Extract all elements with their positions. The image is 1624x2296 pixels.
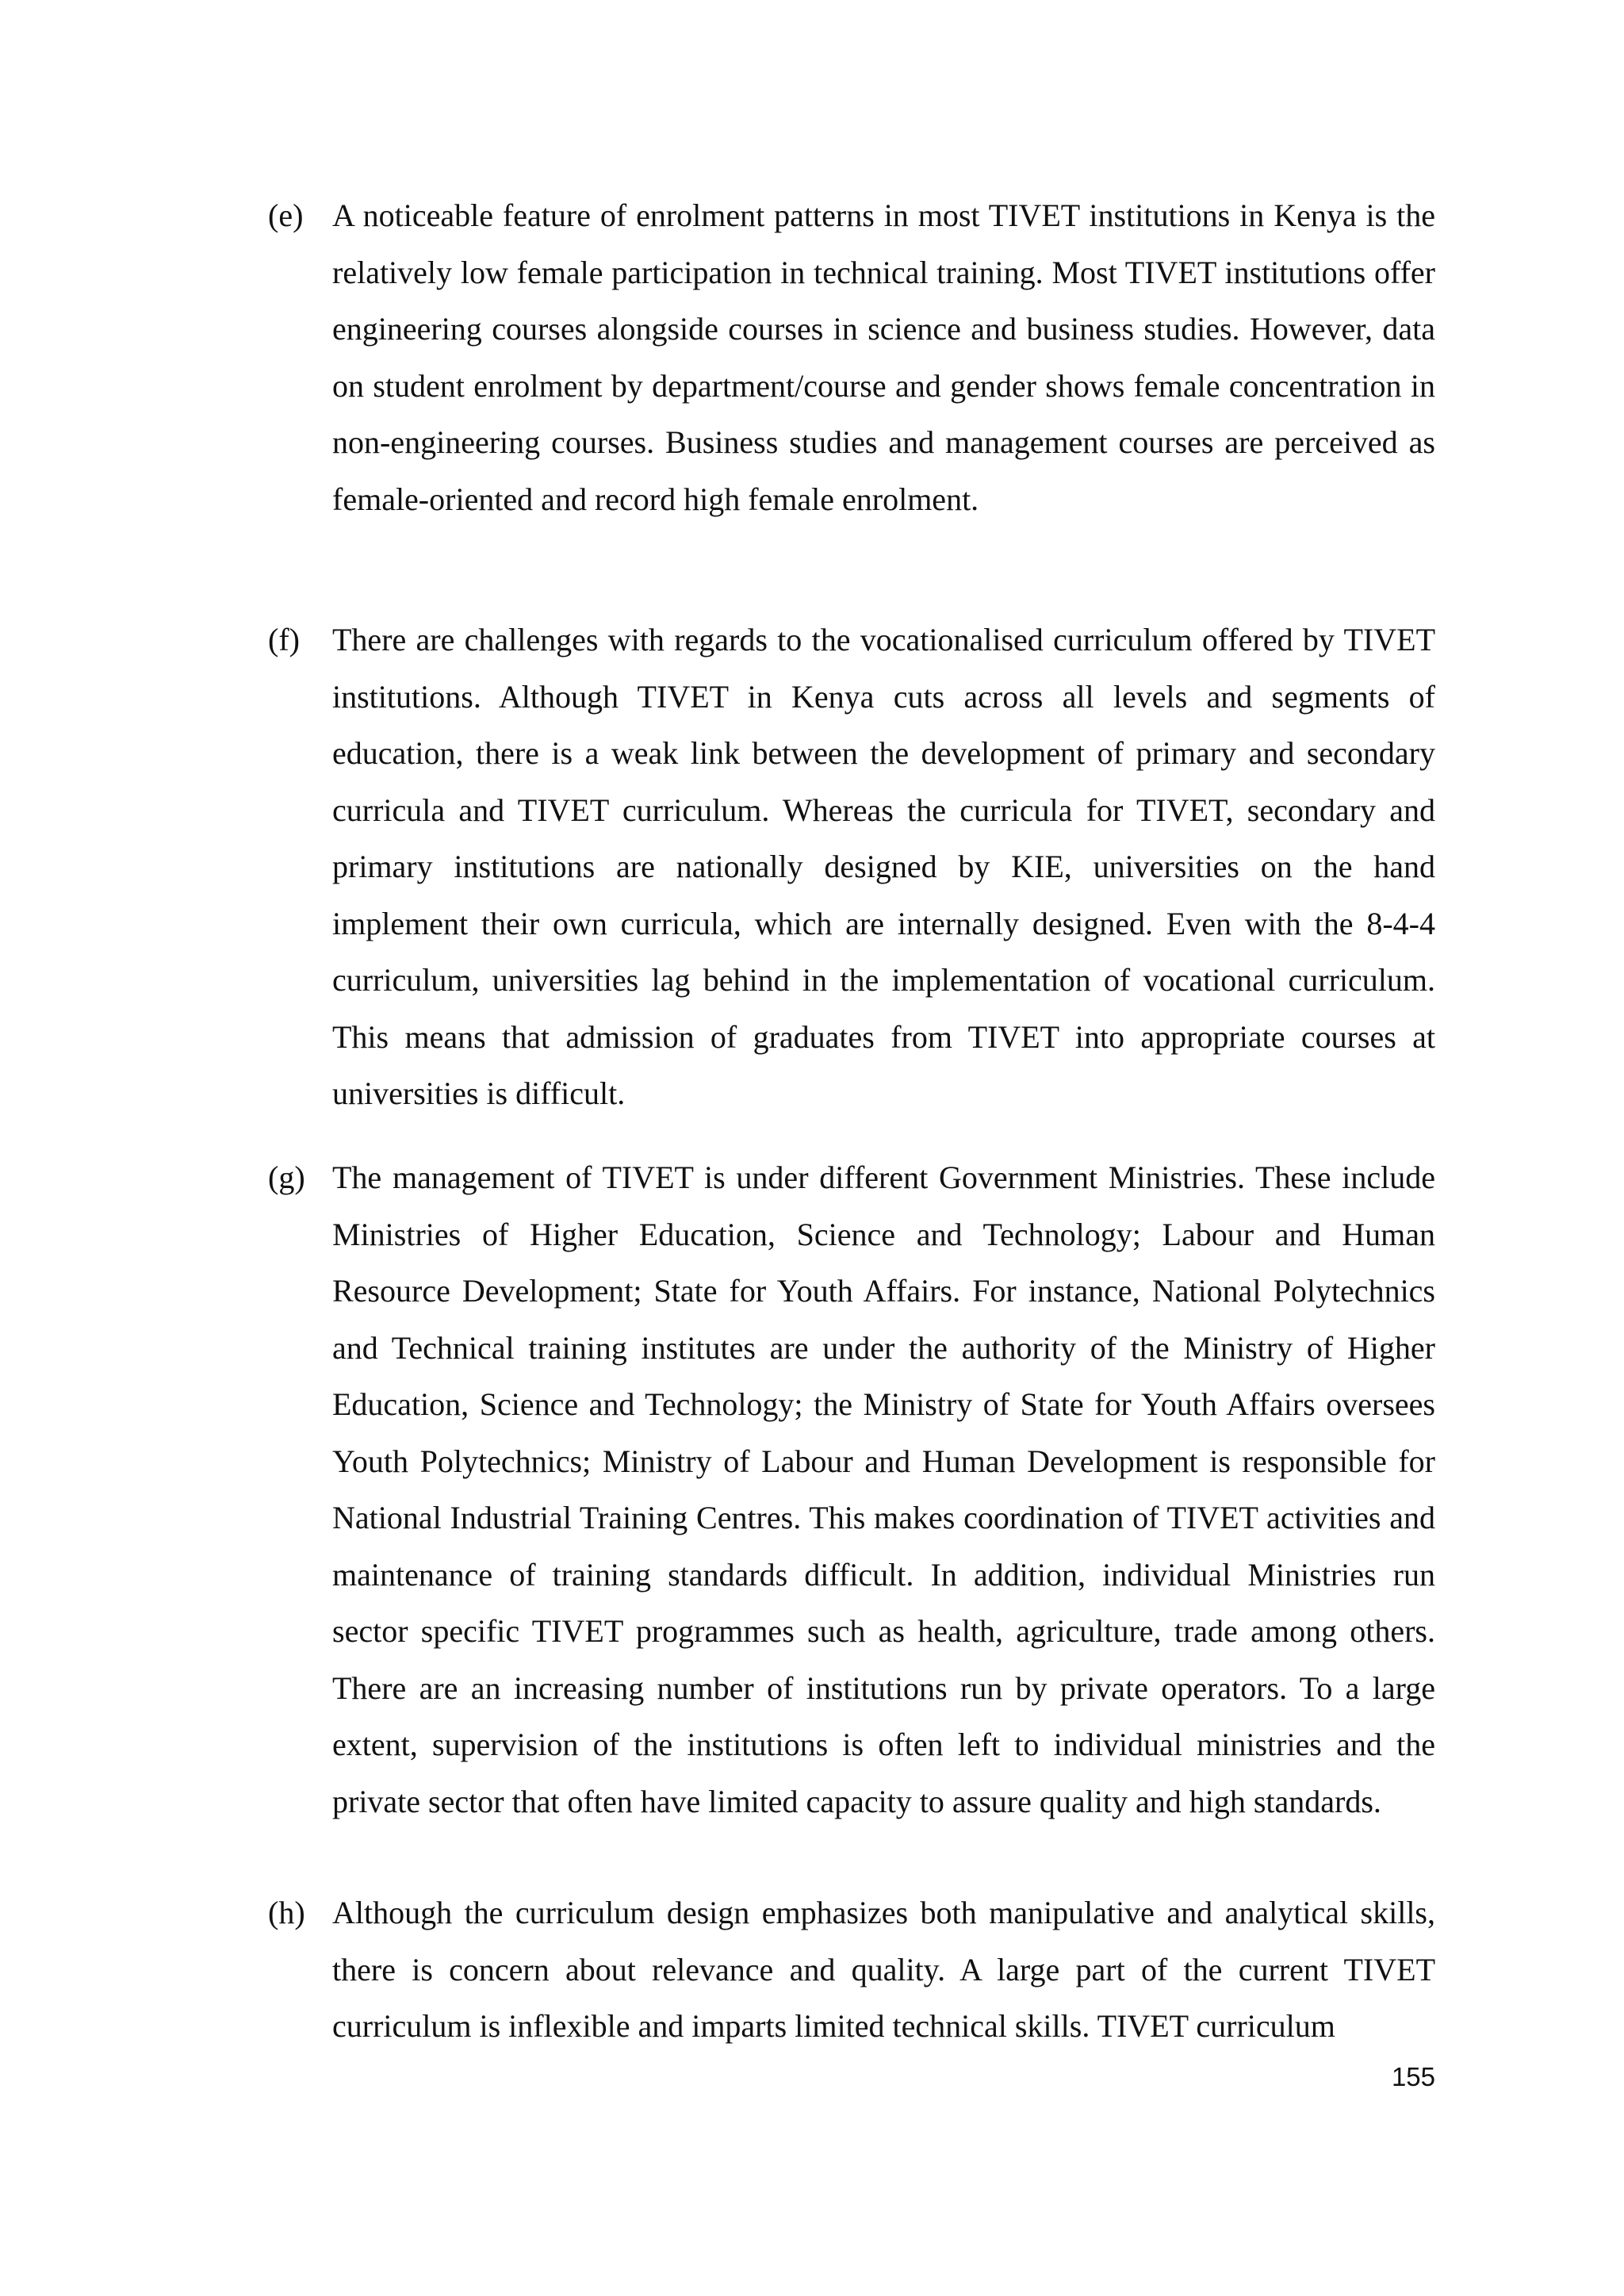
paragraph-h xyxy=(268,1884,1435,2055)
paragraph-label: (h) xyxy=(268,1895,305,1930)
paragraph-g xyxy=(268,1149,1435,1830)
paragraph-text: Although the curriculum design emphasizes both manipulative and analytical skills, there is concern about relevance and quality. A large part of the current TIVET curriculum is inflexible and imparts limited technical skills. TIVET curriculum xyxy=(332,1895,1435,2044)
paragraph-f xyxy=(268,611,1435,1122)
paragraph-e xyxy=(268,187,1435,527)
page-number: 155 xyxy=(1391,2062,1435,2091)
paragraph-label: (e) xyxy=(268,197,304,233)
paragraph-text: The management of TIVET is under different Government Ministries. These include Ministries of Higher Education, Science and Technology; Labour and Human Resource Development; State for Youth Affairs. For instance, National Polytechnics and Technical training institutes are under the authority of the Ministry of Higher Education, Science and Technology; the Ministry of State for Youth Affairs oversees Youth Polytechnics; Ministry of Labour and Human Development is responsible for National Industrial Training Centres. This makes coordination of TIVET activities and maintenance of training standards difficult. In addition, individual Ministries run sector specific TIVET programmes such as health, agriculture, trade among others. There are an increasing number of institutions run by private operators. To a large extent, supervision of the institutions is often left to individual ministries and the private sector that often have limited capacity to assure quality and high standards. xyxy=(332,1159,1435,1819)
paragraph-label: (g) xyxy=(268,1159,305,1195)
paragraph-label: (f) xyxy=(268,622,300,657)
paragraph-text: A noticeable feature of enrolment patterns in most TIVET institutions in Kenya is the relatively low female participation in technical training. Most TIVET institutions offer engineering courses alongside courses in science and business studies. However, data on student enrolment by department/course and gender shows female concentration in non-engineering courses. Business studies and management courses are perceived as female-oriented and record high female enrolment. xyxy=(332,197,1435,517)
paragraph-text: There are challenges with regards to the vocationalised curriculum offered by TIVET institutions. Although TIVET in Kenya cuts across all levels and segments of education, there is a weak link between the development of primary and secondary curricula and TIVET curriculum. Whereas the curricula for TIVET, secondary and primary institutions are nationally designed by KIE, universities on the hand implement their own curricula, which are internally designed. Even with the 8-4-4 curriculum, universities lag behind in the implementation of vocational curriculum. This means that admission of graduates from TIVET into appropriate courses at universities is difficult. xyxy=(332,622,1435,1111)
